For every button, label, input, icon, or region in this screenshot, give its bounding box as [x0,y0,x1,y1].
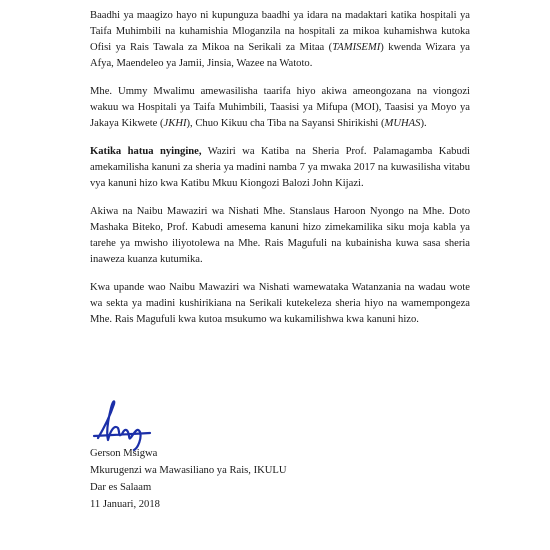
document-body [90,8,470,340]
bold-text: Katika hatua nyingine, [90,146,202,157]
signatory-title: Mkurugenzi wa Mawasiliano ya Rais, IKULU [90,465,287,476]
signing-date: 11 Januari, 2018 [90,499,160,510]
text-run: Mhe. Ummy Mwalimu amewasilisha taarifa hiyo akiwa ameongozana na viongozi wakuu wa Hospitali ya Taifa Muhimbili, Taasisi ya Mifupa (MOI), Taasisi ya Moyo ya Jakaya Kikwete ( [90,86,470,129]
text-run: Kwa upande wao Naibu Mawaziri wa Nishati wamewataka Watanzania na wadau wote wa sekta ya madini kushirikiana na Serikali kutekeleza sheria hiyo na wamempongeza Mhe. Rais Magufuli kwa kutoa msukumo wa kukamilishwa kwa kanuni hizo. [90,282,470,325]
text-run: Baadhi ya maagizo hayo ni kupunguza baadhi ya idara na madaktari katika hospitali ya Taifa Muhimbili na kuhamishia Mloganzila na hospitali za mikoa kuhamishwa kutoka Ofisi ya Rais Tawala za Mikoa na Serikali za Mitaa ( [90,10,470,53]
italic-text: JKHI [163,118,187,129]
text-run: Akiwa na Naibu Mawaziri wa Nishati Mhe. Stanslaus Haroon Nyongo na Mhe. Doto Mashaka Biteko, Prof. Kabudi amesema kanuni hizo zimekamilika siku moja kabla ya tarehe ya mwisho iliyotolewa na Mhe. Rais Magufuli na kubainisha kuwa sasa sheria inaweza kuanza kutumika. [90,206,470,265]
italic-text: MUHAS [384,118,421,129]
paragraph [90,280,470,328]
text-run: ). [420,118,427,129]
text-run: Waziri wa Katiba na Sheria Prof. Palamagamba Kabudi amekamilisha kanuni za sheria ya madini namba 7 ya mwaka 2017 na kuwasilisha vitabu vya kanuni hizo kwa Katibu Mkuu Kiongozi Balozi John Kijazi. [90,146,470,189]
text-run: ) kwenda Wizara ya Afya, Maendeleo ya Jamii, Jinsia, Wazee na Watoto. [90,42,470,69]
signatory-name: Gerson Msigwa [90,448,158,459]
text-run: ), Chuo Kikuu cha Tiba na Sayansi Shirikishi ( [186,118,385,129]
paragraph [90,84,470,132]
paragraph [90,204,470,268]
paragraph [90,8,470,72]
paragraph [90,144,470,192]
italic-text: TAMISEMI [332,42,381,53]
signing-place: Dar es Salaam [90,482,152,493]
